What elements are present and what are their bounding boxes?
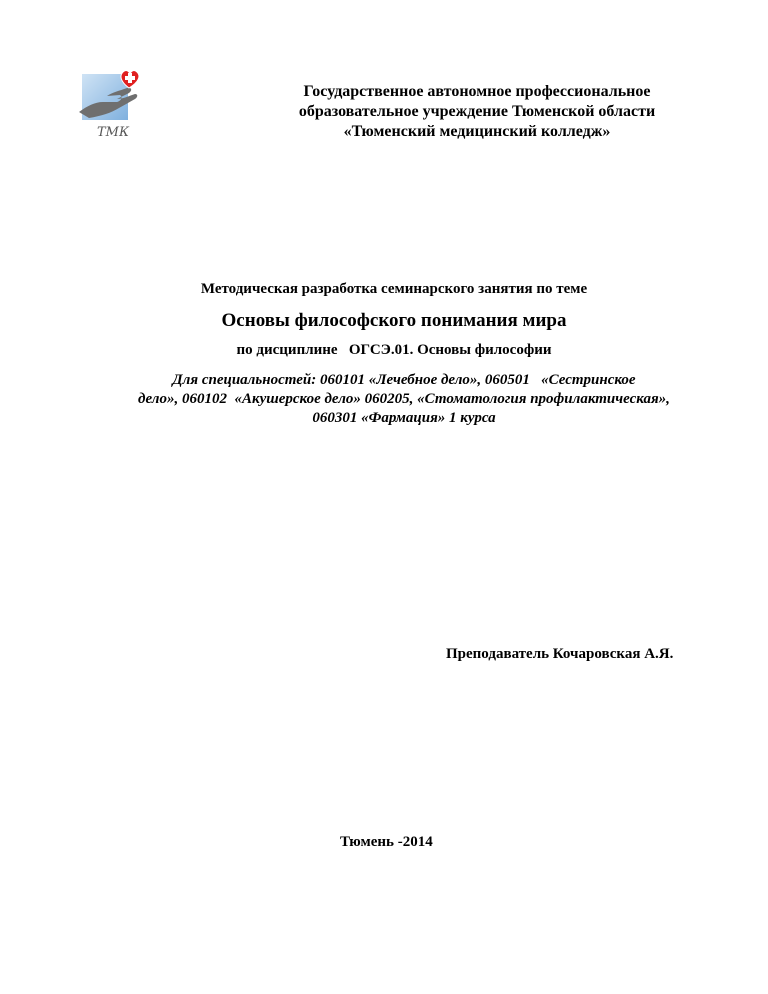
specialties-line-2: дело», 060102 «Акушерское дело» 060205, «Стоматология профилактическая», xyxy=(138,391,670,407)
specialties-line-3: 060301 «Фармация» 1 курса xyxy=(312,410,496,426)
header-line-2: образовательное учреждение Тюменской области xyxy=(298,103,656,120)
header-line-3: «Тюменский медицинский колледж» xyxy=(343,123,611,140)
logo-text: ТМК xyxy=(97,125,130,140)
college-logo xyxy=(77,66,143,142)
specialties-line-1: Для специальностей: 060101 «Лечебное дело», 060501 «Сестринское xyxy=(172,372,636,388)
teacher-name: Преподаватель Кочаровская А.Я. xyxy=(446,646,674,662)
discipline-line: по дисциплине ОГСЭ.01. Основы философии xyxy=(236,342,552,358)
institution-header xyxy=(240,82,714,142)
header-line-1: Государственное автономное профессиональное xyxy=(303,83,651,100)
method-title: Методическая разработка семинарского занятия по теме xyxy=(200,281,588,297)
specialties-block xyxy=(74,371,734,428)
topic-title: Основы философского понимания мира xyxy=(221,310,567,331)
city-year: Тюмень -2014 xyxy=(340,834,433,850)
